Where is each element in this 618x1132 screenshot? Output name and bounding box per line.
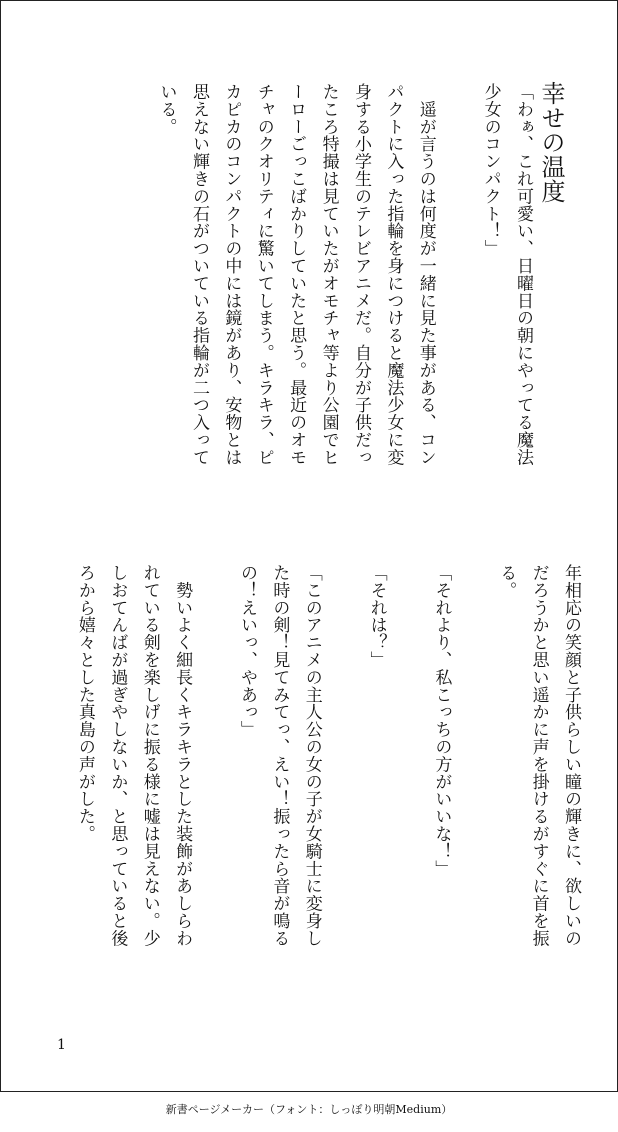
text-line [393, 564, 425, 1014]
text-line: れている剣を楽しげに振る様に嘘は見えない。少 [139, 564, 160, 947]
text-line: 「それより、私こっちの方がいいな！」 [431, 564, 452, 878]
text-line: 「このアニメの主人公の女の子が女騎士に変身し [301, 564, 322, 947]
text-line: 年相応の笑顔と子供らしい瞳の輝きに、欲しいの [561, 564, 581, 947]
text-line: 少女のコンパクト！」 [480, 83, 501, 257]
text-line: たころ特撮は見ていたがオモチャ等より公園でヒ [318, 83, 339, 466]
text-line: 遥が言うのは何度が一緒に見た事がある、コン [415, 83, 436, 466]
page-number: 1 [57, 1037, 66, 1053]
text-line: カピカのコンパクトの中には鏡があり、安物とは [221, 83, 242, 466]
text-line: だろうかと思い遥かに声を掛けるがすぐに首を振 [528, 564, 549, 947]
text-line: いる。 [156, 83, 177, 136]
text-line: チャのクオリティに驚いてしまう。キラキラ、ピ [253, 83, 274, 466]
page-title: 幸せの温度 [537, 81, 565, 204]
text-line: た時の剣！見てみてっ、えい！振ったら音が鳴る [269, 564, 290, 947]
text-line [442, 83, 474, 533]
text-line: 思えない輝きの石がついている指輪が二つ入って [188, 83, 209, 466]
text-line: の！えいっ、やあっ」 [236, 564, 257, 738]
text-line: 「わぁ、これ可愛い、日曜日の朝にやってる魔法 [513, 83, 533, 466]
text-line: パクトに入った指輪を身につけると魔法少女に変 [383, 83, 404, 466]
text-line: る。 [496, 564, 517, 599]
text-line: ろから嬉々とした真島の声がした。 [74, 564, 95, 843]
text-line [328, 564, 360, 1014]
footer-credit: 新書ページメーカー（フォント：しっぽり明朝Medium） [165, 1103, 453, 1116]
text-line: 「それは？」 [366, 564, 387, 669]
text-tier-bottom [57, 564, 587, 1014]
text-line [198, 564, 230, 1014]
text-line: ーローごっこばかりしていたと思う。最近のオモ [286, 83, 307, 466]
text-line: 身する小学生のテレビアニメだ。自分が子供だっ [350, 83, 371, 466]
text-line: 勢いよく細長くキラキラとした装飾があしらわ [172, 564, 193, 947]
text-line [457, 564, 489, 1014]
text-tier-top [49, 83, 539, 533]
text-line: しおてんばが過ぎやしないか、と思っていると後 [107, 564, 128, 947]
